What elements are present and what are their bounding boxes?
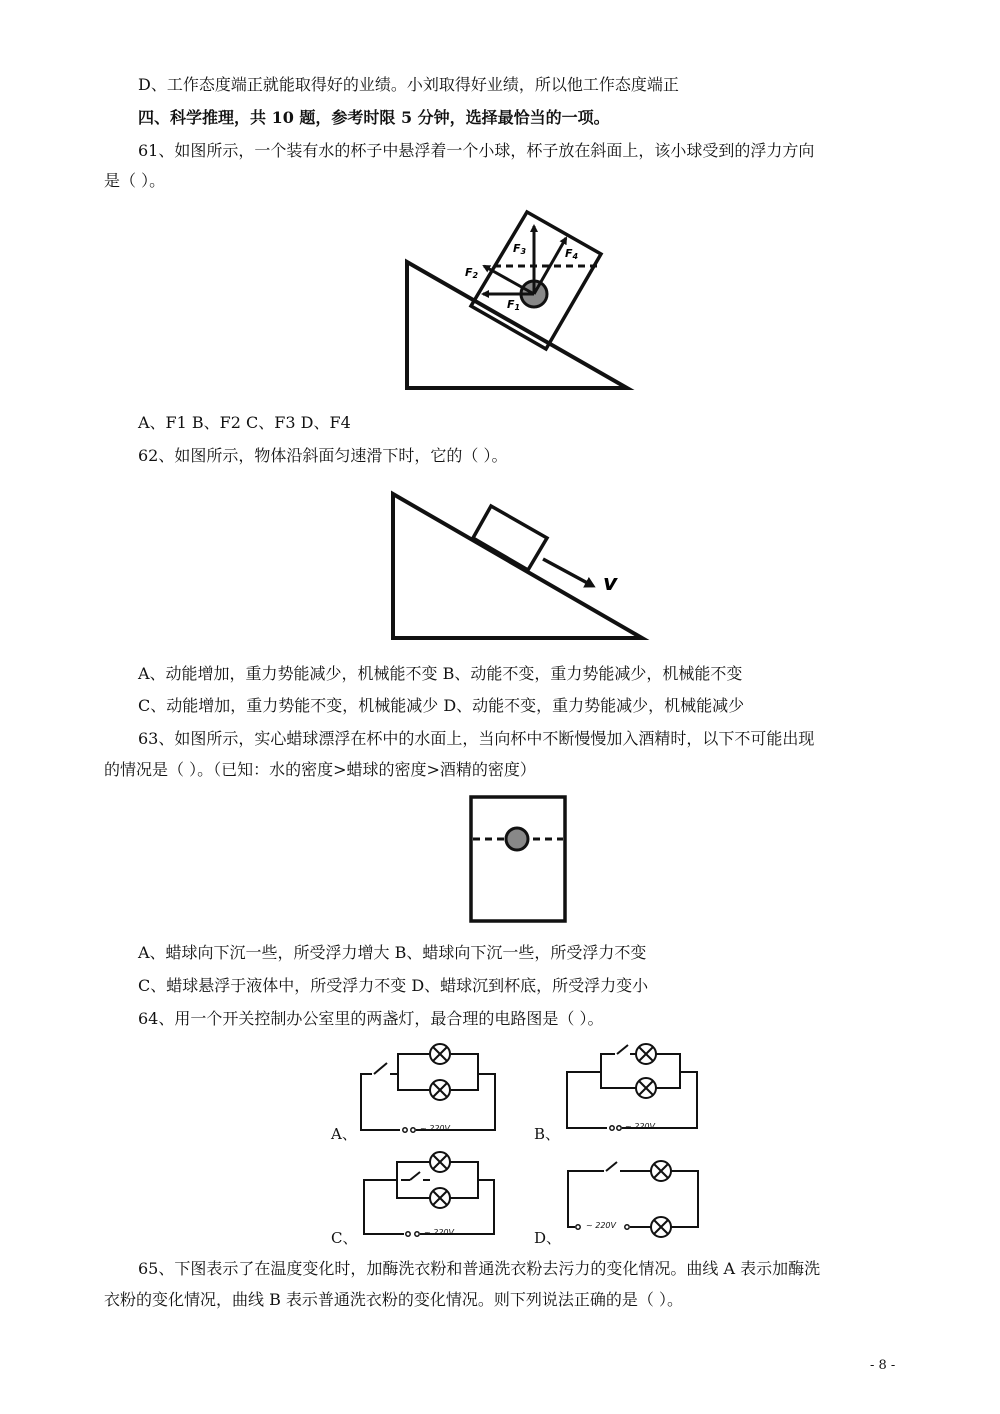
label-f2: F2 [465, 266, 479, 280]
circuit-label-d: D、 [534, 1229, 562, 1247]
q63-options-line2: C、蜡球悬浮于液体中，所受浮力不变 D、蜡球沉到杯底，所受浮力变小 [138, 976, 649, 995]
voltage-a: ~ 220V [420, 1124, 450, 1133]
voltage-d: ~ 220V [586, 1221, 616, 1230]
q61-stem-line1: 61、如图所示，一个装有水的杯子中悬浮着一个小球，杯子放在斜面上，该小球受到的浮力方向 [138, 141, 815, 160]
voltage-c: ~ 220V [424, 1228, 454, 1237]
label-f4: F4 [565, 247, 579, 261]
label-f1: F1 [507, 298, 521, 312]
circuit-a [361, 1044, 495, 1130]
q61-stem-line2: 是（ ）。 [104, 171, 166, 190]
q65-stem-line2: 衣粉的变化情况，曲线 B 表示普通洗衣粉的变化情况。则下列说法正确的是（ ）。 [104, 1290, 684, 1309]
q63-options-line1: A、蜡球向下沉一些，所受浮力增大 B、蜡球向下沉一些，所受浮力不变 [138, 943, 647, 962]
q61-options: A、F1 B、F2 C、F3 D、F4 [138, 413, 351, 432]
q60-option-d: D、工作态度端正就能取得好的业绩。小刘取得好业绩，所以他工作态度端正 [138, 75, 679, 94]
q62-options-line1: A、动能增加，重力势能减少，机械能不变 B、动能不变，重力势能减少，机械能不变 [138, 664, 743, 683]
q64-stem: 64、用一个开关控制办公室里的两盏灯，最合理的电路图是（ ）。 [138, 1009, 604, 1028]
q62-options-line2: C、动能增加，重力势能不变，机械能减少 D、动能不变，重力势能减少，机械能减少 [138, 696, 745, 715]
label-f3: F3 [513, 242, 527, 256]
q65-stem-line1: 65、下图表示了在温度变化时，加酶洗衣粉和普通洗衣粉去污力的变化情况。曲线 A 表示加酶洗 [138, 1259, 821, 1278]
circuit-label-b: B、 [534, 1125, 561, 1143]
section-heading: 四、科学推理，共 10 题，参考时限 5 分钟，选择最恰当的一项。 [138, 108, 610, 127]
circuit-b [567, 1044, 697, 1128]
page-number: - 8 - [870, 1358, 896, 1373]
q63-stem-line1: 63、如图所示，实心蜡球漂浮在杯中的水面上，当向杯中不断慢慢加入酒精时，以下不可能出现 [138, 729, 815, 748]
circuit-label-a: A、 [331, 1125, 357, 1143]
circuit-label-c: C、 [331, 1229, 358, 1247]
q63-stem-line2: 的情况是（ ）。（已知：水的密度>蜡球的密度>酒精的密度） [104, 760, 536, 779]
circuit-c [364, 1152, 494, 1234]
label-v: v [603, 571, 618, 596]
q62-stem: 62、如图所示，物体沿斜面匀速滑下时，它的（ ）。 [138, 446, 508, 465]
voltage-b: ~ 220V [625, 1122, 655, 1131]
